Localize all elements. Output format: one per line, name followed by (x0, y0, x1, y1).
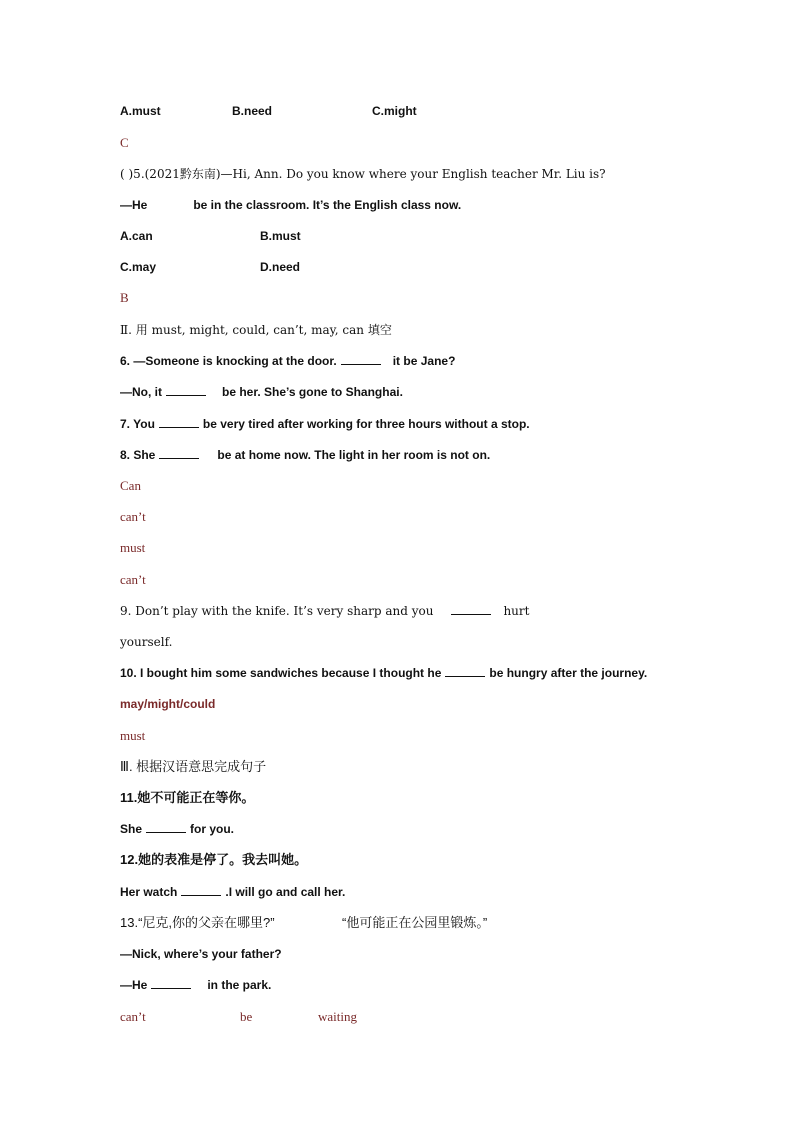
q7-line: 7. You be very tired after working for three hours without a stop. (120, 417, 530, 431)
answer-7: must (120, 540, 146, 555)
answer-6b: can’t (120, 509, 146, 524)
q13-cn: 13.“尼克,你的父亲在哪里?” “他可能正在公园里锻炼。” (120, 915, 488, 930)
q6-line1: 6. —Someone is knocking at the door. it be Jane? (120, 354, 456, 368)
q5-answer: B (120, 290, 129, 305)
answer-11-row (120, 1009, 357, 1025)
q4-answer: C (120, 135, 129, 150)
q4-option-c: C.might (372, 104, 417, 118)
q13-line1: —Nick, where’s your father? (120, 947, 282, 961)
q10-line: 10. I bought him some sandwiches because I thought he be hungry after the journey. (120, 666, 648, 680)
answer-8: can’t (120, 572, 146, 587)
q5-option-a: A.can (120, 229, 153, 243)
q5-options-row2 (120, 259, 301, 275)
answer-11-a: can’t (120, 1009, 146, 1024)
q8-line: 8. She be at home now. The light in her room is not on. (120, 448, 491, 462)
q12-cn: 12.她的表准是停了。我去叫她。 (120, 852, 308, 867)
section3-title: Ⅲ. 根据汉语意思完成句子 (120, 759, 267, 774)
q11-line: She for you. (120, 822, 235, 836)
answer-9: may/might/could (120, 697, 216, 711)
answer-11-c: waiting (318, 1009, 357, 1024)
q10-blank[interactable] (445, 665, 485, 677)
answer-6: Can (120, 478, 141, 493)
q9-blank[interactable] (451, 603, 491, 615)
q6-blank2[interactable] (166, 384, 206, 396)
q13-line2: —He in the park. (120, 978, 272, 992)
q5-option-d: D.need (260, 260, 301, 274)
q5-options-row1 (120, 228, 301, 244)
q11-cn: 11.她不可能正在等你。 (120, 790, 255, 805)
answer-10: must (120, 728, 146, 743)
q9-line2: yourself. (120, 635, 173, 649)
q13-blank[interactable] (151, 977, 191, 989)
q6-line2: —No, it be her. She’s gone to Shanghai. (120, 385, 403, 399)
answer-11-b: be (240, 1009, 253, 1024)
q12-line: Her watch .I will go and call her. (120, 885, 346, 899)
q4-option-a: A.must (120, 104, 161, 118)
q5-option-b: B.must (260, 229, 301, 243)
q7-blank[interactable] (159, 416, 199, 428)
q5-option-c: C.may (120, 260, 157, 274)
q11-blank[interactable] (146, 821, 186, 833)
q9-line1: 9. Don’t play with the knife. It’s very sharp and you hurt (120, 604, 530, 618)
q5-reply: —He be in the classroom. It’s the English class now. (120, 198, 462, 212)
q12-blank[interactable] (181, 884, 221, 896)
q5-stem: ( )5.(2021黔东南)—Hi, Ann. Do you know where your English teacher Mr. Liu is? (120, 167, 606, 181)
section2-title: Ⅱ. 用 must, might, could, can’t, may, can 填空 (120, 323, 392, 337)
q4-options (120, 103, 417, 119)
q4-option-b: B.need (232, 104, 273, 118)
q6-blank1[interactable] (341, 353, 381, 365)
q8-blank[interactable] (159, 447, 199, 459)
